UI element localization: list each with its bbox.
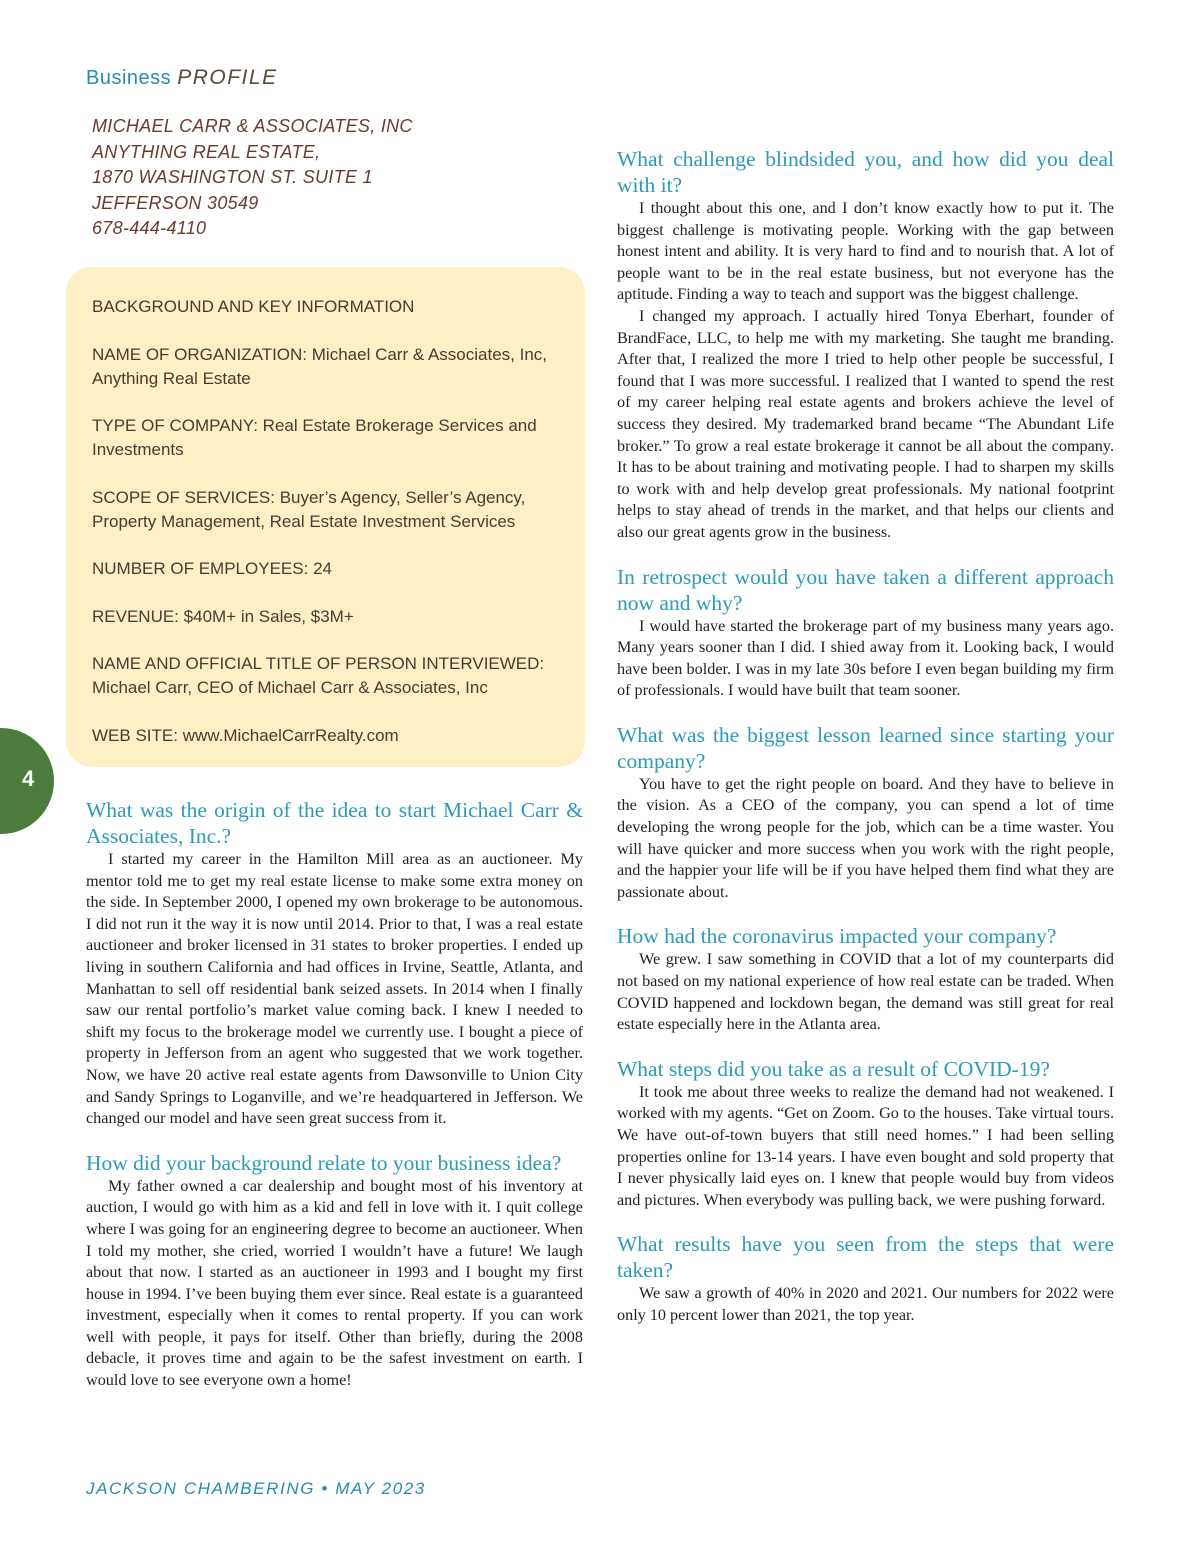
answer-body — [617, 1283, 1114, 1326]
page-number: 4 — [22, 766, 35, 791]
info-field-organization — [92, 343, 559, 391]
website-link[interactable]: www.MichaelCarrRealty.com — [182, 725, 399, 745]
field-label: NAME AND OFFICIAL TITLE OF PERSON INTERVIEWED: — [92, 654, 545, 673]
field-label: WEB SITE: — [92, 725, 178, 745]
answer-paragraph: You have to get the right people on board. And they have to believe in the vision. As a CEO of the company, you can spend a lot of time developing the wrong people for the job, which can be a time waster. You will have quicker and more success when you work with the right people, and the happier your life will be if you have helped them find what they are passionate about. — [617, 774, 1114, 901]
field-label: REVENUE: — [92, 606, 179, 626]
field-value: Real Estate Brokerage Services and Investments — [92, 416, 537, 459]
question-heading: What results have you seen from the steps that were taken? — [617, 1232, 1114, 1283]
field-value: Michael Carr & Associates, Inc, Anything Real Estate — [92, 344, 548, 388]
question-heading: What was the biggest lesson learned since starting your company? — [617, 722, 1114, 773]
address-line: 1870 WASHINGTON ST. SUITE 1 — [92, 167, 373, 187]
field-label: SCOPE OF SERVICES: — [92, 487, 275, 507]
info-field-employees — [92, 557, 559, 581]
company-address — [92, 114, 413, 242]
answer-paragraph: We saw a growth of 40% in 2020 and 2021. Our numbers for 2022 were only 10 percent lower than 2021, the top year. — [617, 1284, 1114, 1324]
field-label: NUMBER OF EMPLOYEES: — [92, 559, 309, 578]
key-information-box — [66, 267, 585, 767]
right-column — [617, 146, 1114, 1327]
question-heading: How did your background relate to your business idea? — [86, 1150, 562, 1175]
question-heading: In retrospect would you have taken a different approach now and why? — [617, 564, 1114, 615]
footer-publication: JACKSON CHAMBERING • MAY 2023 — [86, 1479, 426, 1498]
profile-label: PROFILE — [177, 66, 278, 89]
question-heading: What steps did you take as a result of COVID-19? — [617, 1056, 1050, 1081]
address-line: JEFFERSON 30549 — [92, 192, 259, 213]
field-value: $40M+ in Sales, $3M+ — [183, 606, 354, 626]
address-line: ANYTHING REAL ESTATE, — [92, 141, 321, 162]
field-value: Michael Carr, CEO of Michael Carr & Associates, Inc — [92, 678, 488, 697]
answer-body — [86, 1176, 583, 1392]
answer-paragraph: I changed my approach. I actually hired Tonya Eberhart, founder of BrandFace, LLC, to help me with my marketing. She taught me branding. After that, I realized the more I tried to help other people be successful, I found that I was more successful. I realized that I wanted to spend the rest of my career helping real estate agents and brokers achieve the level of success they desired. My trademarked brand became “The Abundant Life broker.” To grow a real estate brokerage it cannot be all about the company. It has to be about training and motivating people. I had to sharpen my skills to work with and help develop great professionals. My national footprint helps to stay ahead of trends in the market, and that helps our clients and also our great agents grow in the business. — [617, 306, 1114, 541]
field-label: NAME OF ORGANIZATION: — [92, 344, 308, 364]
answer-paragraph: I thought about this one, and I don’t know exactly how to put it. The biggest challenge is motivating people. Working with the gap between honest intent and ability. It is very hard to find and to nourish that. A lot of people want to be in the real estate business, but not everyone has the aptitude. Finding a way to teach and support was the biggest challenge. — [617, 199, 1114, 304]
info-field-company-type — [92, 414, 559, 462]
answer-paragraph: We grew. I saw something in COVID that a lot of my counterparts did not based on my national experience of how real estate can be traded. When COVID happened and lockdown began, the demand was still great for real estate especially here in the Atlanta area. — [617, 950, 1114, 1034]
info-field-website — [92, 724, 559, 748]
answer-paragraph: It took me about three weeks to realize the demand had not weakened. I worked with my agents. “Get on Zoom. Go to the houses. Take virtual tours. We have out-of-town buyers that still need homes.” I had been selling properties online for 13-14 years. I have even bought and sold property that I never physically laid eyes on. I knew that people would buy from videos and pictures. When everybody was pulling back, we were pushing forward. — [617, 1082, 1114, 1209]
info-field-services — [92, 486, 559, 534]
info-field-interviewee — [92, 652, 559, 700]
phone-number: 678-444-4110 — [92, 218, 207, 238]
question-heading: What was the origin of the idea to start Michael Carr & Associates, Inc.? — [86, 798, 583, 848]
infobox-title: BACKGROUND AND KEY INFORMATION — [92, 297, 415, 316]
answer-body — [617, 198, 1114, 544]
answer-body — [617, 774, 1114, 904]
question-heading: How had the coronavirus impacted your company? — [617, 924, 1057, 949]
answer-body — [617, 949, 1114, 1035]
field-value: 24 — [313, 559, 332, 578]
field-label: TYPE OF COMPANY: — [92, 416, 258, 435]
answer-body — [86, 849, 583, 1130]
field-value: Buyer’s Agency, Seller’s Agency, Property Management, Real Estate Investment Services — [92, 487, 526, 531]
section-header — [86, 66, 278, 90]
answer-paragraph: I would have started the brokerage part of my business many years ago. Many years sooner than I did. I shied away from it. Looking back, I would have been bolder. I was in my late 30s before I even began building my firm of professionals. I would have built that team sooner. — [617, 616, 1114, 700]
answer-paragraph: I started my career in the Hamilton Mill area as an auctioneer. My mentor told me to get my real estate license to make some extra money on the side. In September 2000, I opened my own brokerage to be autonomous. I did not run it the way it is now until 2014. Prior to that, I was a real estate auctioneer and broker licensed in 31 states to broker properties. I ended up living in southern California and had offices in Irvine, Seattle, Atlanta, and Manhattan to sell off residential bank seized assets. In 2014 when I finally saw our rental portfolio’s market value coming back. I knew I needed to shift my focus to the brokerage model we currently use. I bought a piece of property in Jefferson from an agent who suggested that we work together. Now, we have 20 active real estate agents from Dawsonville to Union City and Sandy Springs to Loganville, and we’re headquartered in Jefferson. We changed our model and have seen great success from it. — [86, 850, 583, 1128]
question-heading: What challenge blindsided you, and how did you deal with it? — [617, 147, 1114, 197]
left-column — [86, 797, 583, 1392]
answer-paragraph: My father owned a car dealership and bought most of his inventory at auction, I would go with him as a kid and fell in love with it. I quit college where I was going for an engineering degree to become an auctioneer. When I told my mother, she cried, worried I wouldn’t have a future! We laugh about that now. I started as an auctioneer in 1993 and I bought my first house in 1994. I’ve been buying them ever since. Real estate is a guaranteed investment, especially when it comes to rental property. If you can work well with people, it pays for itself. Other than briefly, during the 2008 debacle, it proves time and again to be the safest investment on earth. I would love to see everyone own a home! — [86, 1176, 583, 1390]
address-line: MICHAEL CARR & ASSOCIATES, INC — [92, 116, 413, 136]
info-field-revenue — [92, 605, 559, 629]
section-label: Business — [86, 67, 172, 89]
answer-body — [617, 1082, 1114, 1212]
answer-body — [617, 616, 1114, 702]
